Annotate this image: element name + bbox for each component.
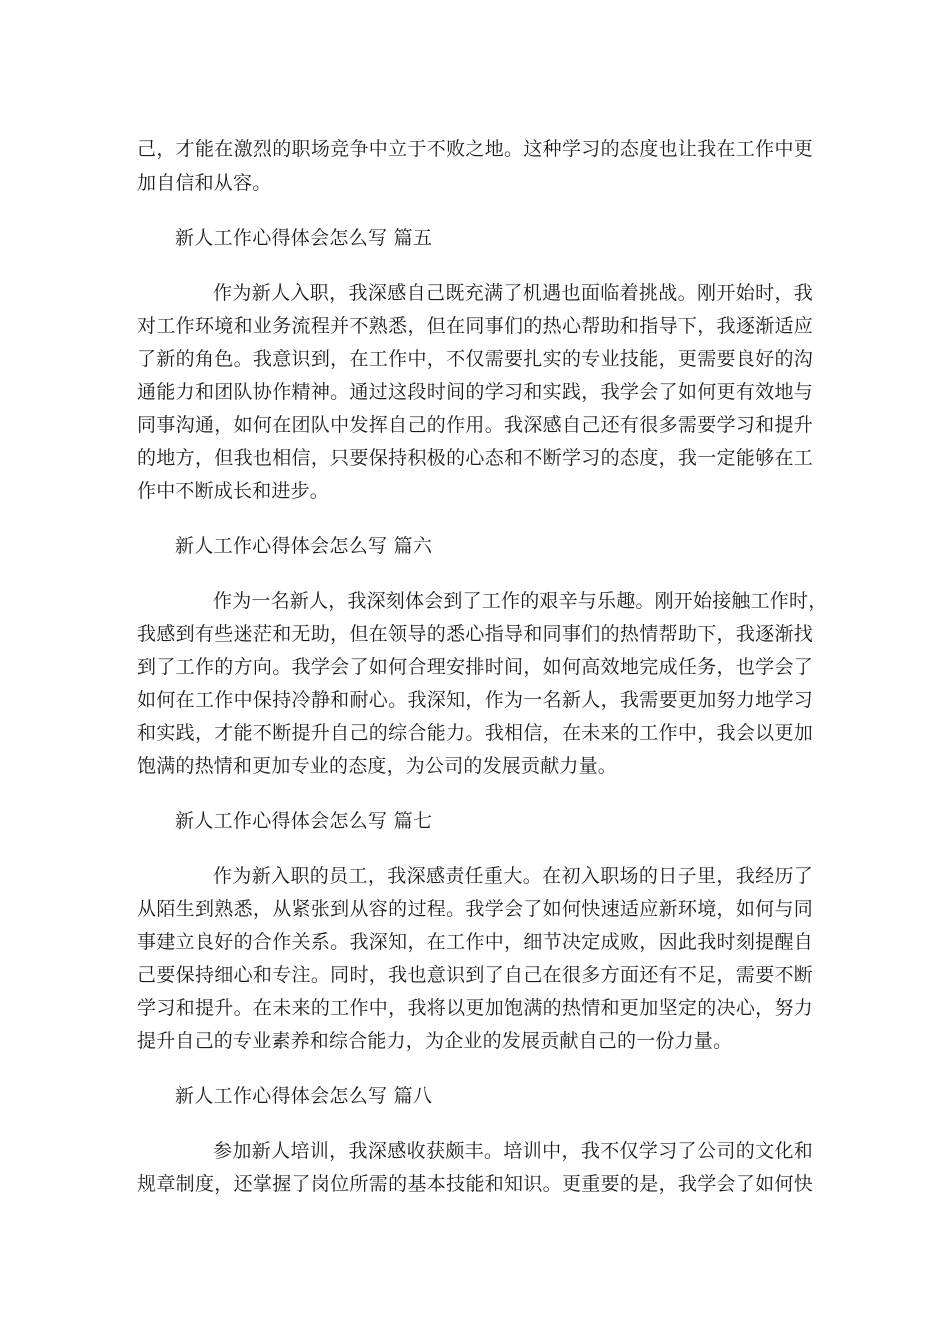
paragraph-line: 同事沟通，如何在团队中发挥自己的作用。我深感自己还有很多需要学习和提升: [137, 414, 813, 436]
paragraph-line: 参加新人培训，我深感收获颇丰。培训中，我不仅学习了公司的文化和: [213, 1140, 813, 1162]
paragraph-line: 到了工作的方向。我学会了如何合理安排时间，如何高效地完成任务，也学会了: [137, 656, 813, 678]
section-heading: 新人工作心得体会怎么写 篇七: [175, 810, 433, 832]
paragraph-line: 规章制度，还掌握了岗位所需的基本技能和知识。更重要的是，我学会了如何快: [137, 1173, 813, 1195]
paragraph-line: 通能力和团队协作精神。通过这段时间的学习和实践，我学会了如何更有效地与: [137, 381, 813, 403]
paragraph-line: 加自信和从容。: [137, 172, 272, 194]
paragraph-line: 作为新入职的员工，我深感责任重大。在初入职场的日子里，我经历了: [213, 865, 813, 887]
paragraph-line: 作为新人入职，我深感自己既充满了机遇也面临着挑战。刚开始时，我: [213, 282, 813, 304]
paragraph-line: 我感到有些迷茫和无助，但在领导的悉心指导和同事们的热情帮助下，我逐渐找: [137, 623, 813, 645]
section-heading: 新人工作心得体会怎么写 篇八: [175, 1085, 433, 1107]
paragraph-line: 饱满的热情和更加专业的态度，为公司的发展贡献力量。: [137, 755, 618, 777]
paragraph-line: 了新的角色。我意识到，在工作中，不仅需要扎实的专业技能，更需要良好的沟: [137, 348, 813, 370]
paragraph-line: 如何在工作中保持冷静和耐心。我深知，作为一名新人，我需要更加努力地学习: [137, 689, 813, 711]
paragraph-line: 作为一名新人，我深刻体会到了工作的艰辛与乐趣。刚开始接触工作时，: [213, 590, 828, 612]
paragraph-line: 和实践，才能不断提升自己的综合能力。我相信，在未来的工作中，我会以更加: [137, 722, 813, 744]
paragraph-line: 对工作环境和业务流程并不熟悉，但在同事们的热心帮助和指导下，我逐渐适应: [137, 315, 813, 337]
paragraph-line: 的地方，但我也相信，只要保持积极的心态和不断学习的态度，我一定能够在工: [137, 447, 813, 469]
paragraph-line: 己要保持细心和专注。同时，我也意识到了自己在很多方面还有不足，需要不断: [137, 964, 813, 986]
paragraph-line: 作中不断成长和进步。: [137, 480, 330, 502]
paragraph-line: 从陌生到熟悉，从紧张到从容的过程。我学会了如何快速适应新环境，如何与同: [137, 898, 813, 920]
paragraph-line: 事建立良好的合作关系。我深知，在工作中，细节决定成败，因此我时刻提醒自: [137, 931, 813, 953]
paragraph-line: 学习和提升。在未来的工作中，我将以更加饱满的热情和更加坚定的决心，努力: [137, 997, 813, 1019]
paragraph-line: 己，才能在激烈的职场竞争中立于不败之地。这种学习的态度也让我在工作中更: [137, 138, 813, 160]
section-heading: 新人工作心得体会怎么写 篇五: [175, 227, 433, 249]
paragraph-line: 提升自己的专业素养和综合能力，为企业的发展贡献自己的一份力量。: [137, 1030, 733, 1052]
section-heading: 新人工作心得体会怎么写 篇六: [175, 535, 433, 557]
